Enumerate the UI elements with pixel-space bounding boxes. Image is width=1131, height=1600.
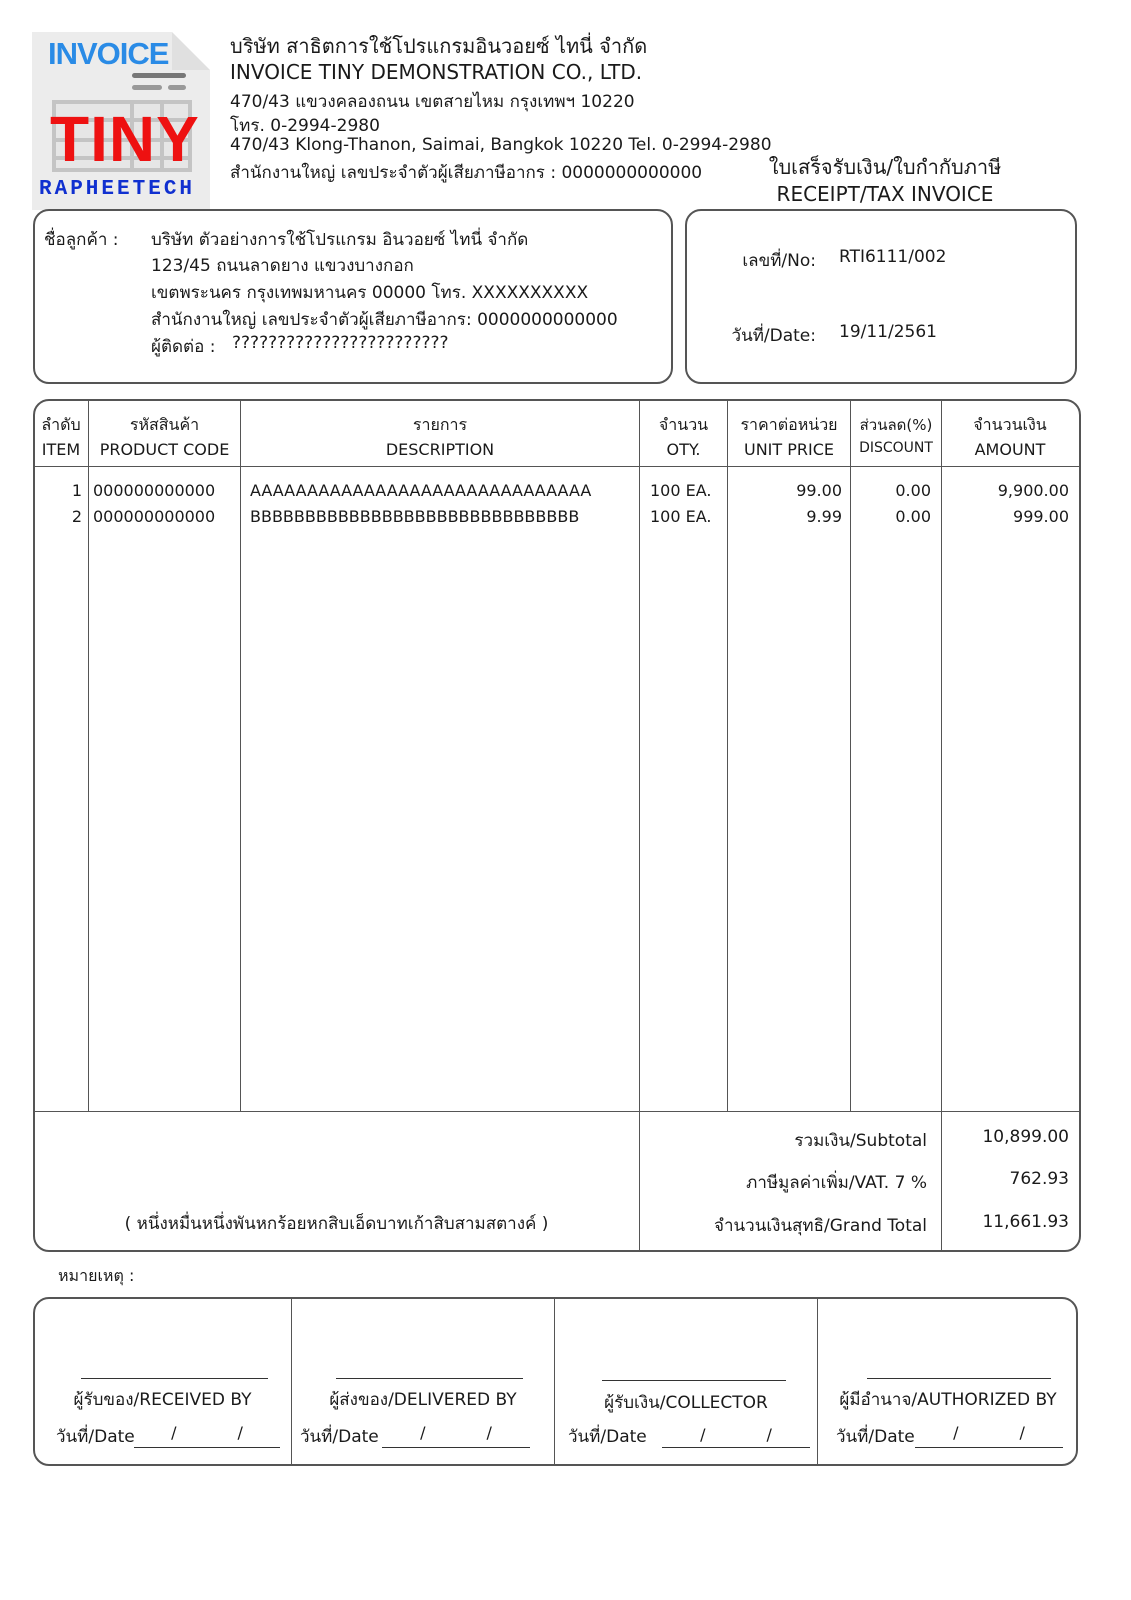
signature-role: ผู้รับของ/RECEIVED BY xyxy=(73,1390,252,1410)
logo-line-decoration xyxy=(168,85,186,90)
row-product-code: 000000000000 xyxy=(93,507,216,526)
logo-text-rapheetech: RAPHEETECH xyxy=(39,178,196,201)
remarks-label: หมายเหตุ : xyxy=(58,1266,135,1285)
row-description: BBBBBBBBBBBBBBBBBBBBBBBBBBBBBB xyxy=(250,507,580,526)
signature-date-separators: / / xyxy=(700,1425,772,1444)
signature-date-separators: / / xyxy=(953,1423,1025,1442)
signature-date-label: วันที่/Date xyxy=(568,1427,647,1447)
row-amount: 9,900.00 xyxy=(997,481,1069,500)
signature-date-field[interactable] xyxy=(915,1447,1063,1448)
signature-date-separators: / / xyxy=(171,1423,243,1442)
subtotal-value: 10,899.00 xyxy=(982,1127,1069,1147)
signature-divider xyxy=(554,1298,555,1465)
header-amount-th: จำนวนเงิน xyxy=(973,415,1047,434)
column-divider xyxy=(240,400,241,1112)
document-date-label: วันที่/Date: xyxy=(731,326,816,346)
column-divider xyxy=(88,400,89,1112)
logo-page-fold xyxy=(172,32,210,70)
document-number: RTI6111/002 xyxy=(839,247,947,267)
document-info-box xyxy=(685,209,1077,384)
items-table xyxy=(33,399,1081,1252)
logo-line-decoration xyxy=(132,85,162,90)
customer-address-2: เขตพระนคร กรุงเทพมหานคร 00000 โทร. XXXXXXXXXX xyxy=(151,283,589,303)
row-unit-price: 99.00 xyxy=(796,481,842,500)
company-address-en: 470/43 Klong-Thanon, Saimai, Bangkok 10220 Tel. 0-2994-2980 xyxy=(230,135,772,155)
company-logo xyxy=(32,32,210,210)
customer-contact-label: ผู้ติดต่อ : xyxy=(151,337,216,357)
company-address-th: 470/43 แขวงคลองถนน เขตสายไหม กรุงเทพฯ 10220 xyxy=(230,92,635,112)
signature-line[interactable] xyxy=(602,1380,786,1381)
document-date: 19/11/2561 xyxy=(839,322,937,342)
signature-date-field[interactable] xyxy=(134,1447,280,1448)
document-title-en: RECEIPT/TAX INVOICE xyxy=(776,182,994,206)
signature-date-label: วันที่/Date xyxy=(300,1427,379,1447)
grand-total-value: 11,661.93 xyxy=(982,1212,1069,1232)
header-amount-en: AMOUNT xyxy=(974,440,1046,459)
header-code-th: รหัสสินค้า xyxy=(129,415,200,434)
company-phone-th: โทร. 0-2994-2980 xyxy=(230,116,380,136)
table-footer-divider xyxy=(34,1111,1080,1112)
signature-date-label: วันที่/Date xyxy=(56,1427,135,1447)
column-divider xyxy=(639,400,640,1251)
row-qty: 100 EA. xyxy=(650,481,712,500)
row-item: 2 xyxy=(71,507,82,526)
table-header-divider xyxy=(34,466,1080,467)
signature-line[interactable] xyxy=(336,1378,523,1379)
customer-tax-id: สำนักงานใหญ่ เลขประจำตัวผู้เสียภาษีอากร: 0000000000000 xyxy=(151,310,618,330)
column-divider xyxy=(941,400,942,1251)
signature-date-field[interactable] xyxy=(662,1447,810,1448)
signature-date-separators: / / xyxy=(420,1423,492,1442)
row-description: AAAAAAAAAAAAAAAAAAAAAAAAAAAAAA xyxy=(250,481,592,500)
company-name-th: บริษัท สาธิตการใช้โปรแกรมอินวอยซ์ ไทนี่ จำกัด xyxy=(230,34,648,58)
header-unit-price-th: ราคาต่อหน่วย xyxy=(740,415,838,434)
logo-text-tiny: TINY xyxy=(50,103,200,175)
customer-label: ชื่อลูกค้า : xyxy=(44,230,119,250)
signature-date-label: วันที่/Date xyxy=(836,1427,915,1447)
header-discount-th: ส่วนลด(%) xyxy=(859,416,933,434)
header-item-th: ลำดับ xyxy=(41,415,81,434)
row-item: 1 xyxy=(71,481,82,500)
signature-line[interactable] xyxy=(867,1378,1051,1379)
company-name-en: INVOICE TINY DEMONSTRATION CO., LTD. xyxy=(230,60,643,84)
row-product-code: 000000000000 xyxy=(93,481,216,500)
signature-role: ผู้รับเงิน/COLLECTOR xyxy=(604,1393,768,1413)
header-description-en: DESCRIPTION xyxy=(385,440,495,459)
header-qty-en: OTY. xyxy=(666,440,701,459)
vat-value: 762.93 xyxy=(1009,1169,1069,1189)
vat-label: ภาษีมูลค่าเพิ่ม/VAT. 7 % xyxy=(746,1173,927,1193)
signature-role: ผู้มีอำนาจ/AUTHORIZED BY xyxy=(839,1390,1057,1410)
document-title-th: ใบเสร็จรับเงิน/ใบกำกับภาษี xyxy=(768,155,1002,179)
signature-date-field[interactable] xyxy=(382,1447,530,1448)
logo-text-invoice: INVOICE xyxy=(48,36,169,71)
customer-address-1: 123/45 ถนนลาดยาง แขวงบางกอก xyxy=(151,256,414,276)
row-unit-price: 9.99 xyxy=(806,507,842,526)
signature-divider xyxy=(291,1298,292,1465)
row-discount: 0.00 xyxy=(895,481,931,500)
signature-divider xyxy=(817,1298,818,1465)
row-discount: 0.00 xyxy=(895,507,931,526)
customer-contact: ???????????????????????? xyxy=(232,333,449,353)
grand-total-label: จำนวนเงินสุทธิ/Grand Total xyxy=(714,1216,927,1236)
row-qty: 100 EA. xyxy=(650,507,712,526)
signature-role: ผู้ส่งของ/DELIVERED BY xyxy=(329,1390,517,1410)
amount-in-words: ( หนึ่งหมื่นหนึ่งพันหกร้อยหกสิบเอ็ดบาทเก้าสิบสามสตางค์ ) xyxy=(124,1214,549,1234)
signature-line[interactable] xyxy=(81,1378,268,1379)
customer-name: บริษัท ตัวอย่างการใช้โปรแกรม อินวอยซ์ ไทนี่ จำกัด xyxy=(151,230,529,250)
logo-line-decoration xyxy=(132,73,186,78)
row-amount: 999.00 xyxy=(1013,507,1069,526)
header-code-en: PRODUCT CODE xyxy=(99,440,230,459)
header-description-th: รายการ xyxy=(412,415,468,434)
company-tax-id: สำนักงานใหญ่ เลขประจำตัวผู้เสียภาษีอากร : 0000000000000 xyxy=(230,163,703,183)
header-item-en: ITEM xyxy=(41,440,81,459)
subtotal-label: รวมเงิน/Subtotal xyxy=(794,1131,927,1151)
header-unit-price-en: UNIT PRICE xyxy=(743,440,835,459)
document-number-label: เลขที่/No: xyxy=(742,251,816,271)
header-qty-th: จำนวน xyxy=(658,415,709,434)
header-discount-en: DISCOUNT xyxy=(859,440,933,456)
